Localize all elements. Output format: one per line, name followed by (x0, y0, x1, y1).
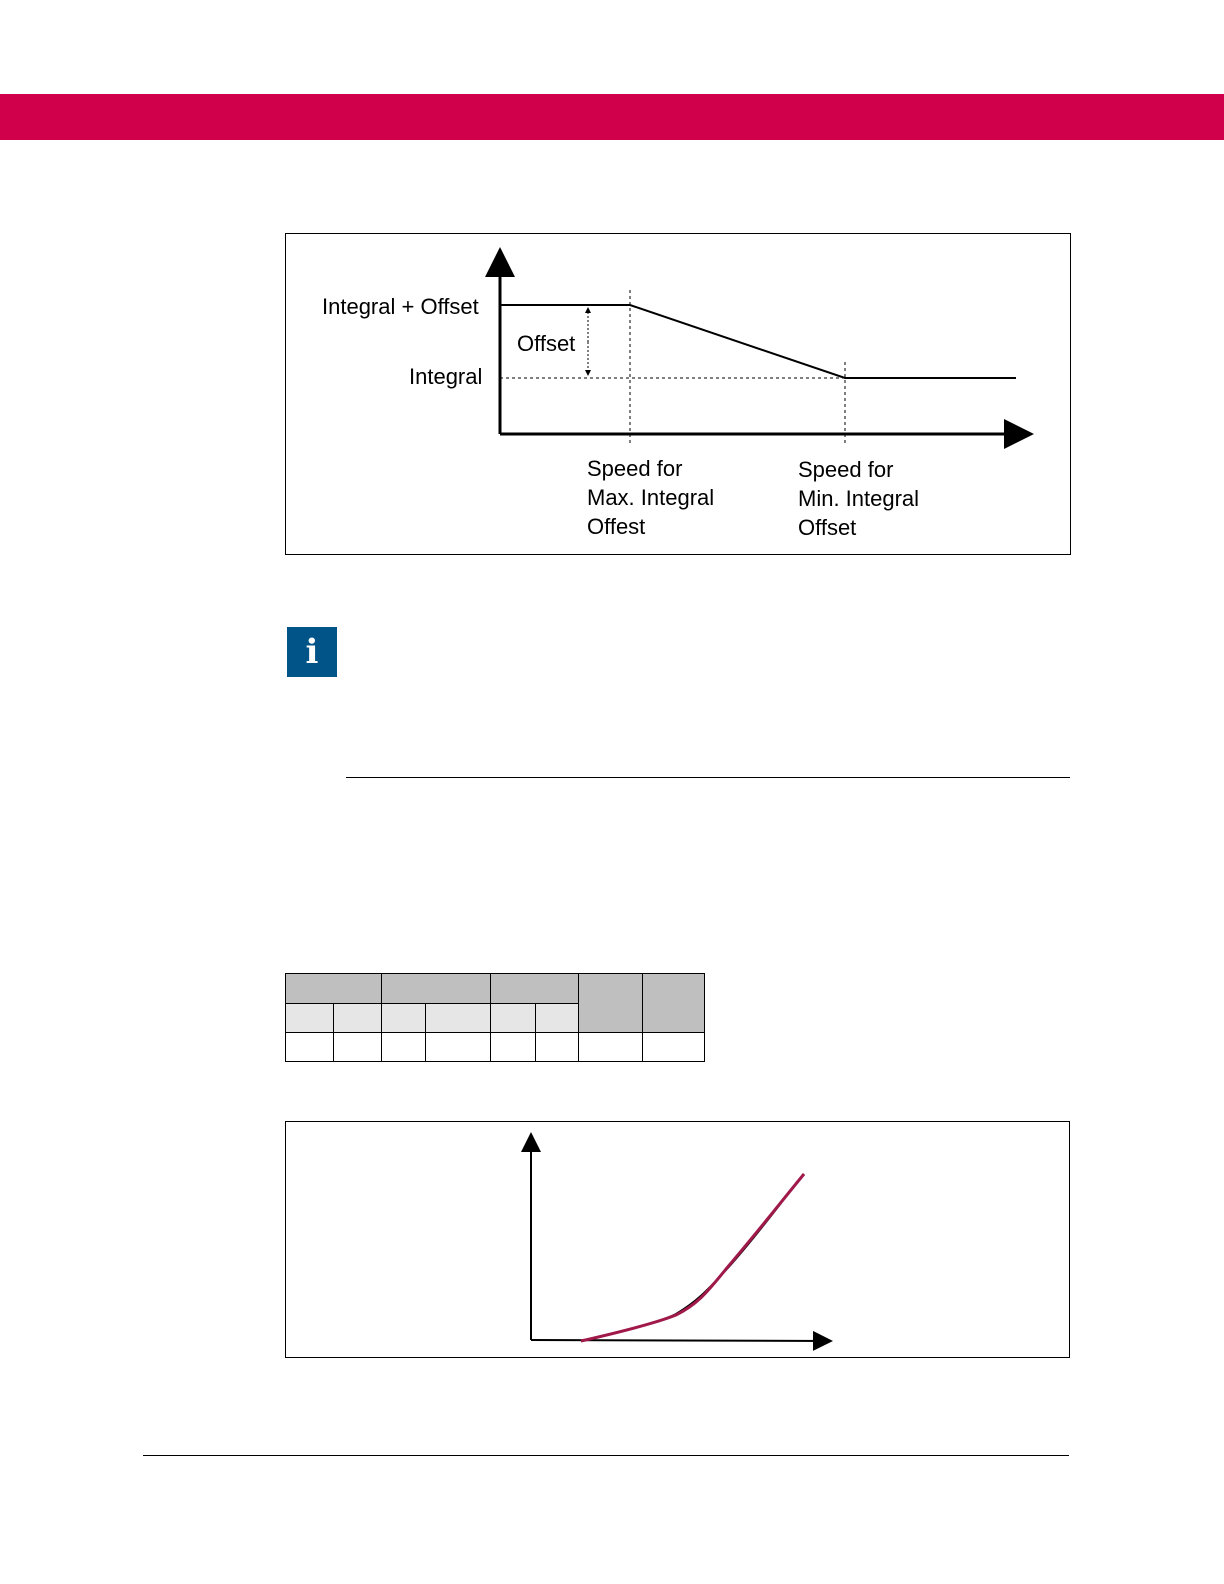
curve-diagram-svg (286, 1122, 1071, 1359)
label-speed-max-integral-offset: Speed for Max. Integral Offest (587, 456, 715, 539)
offset-curve (500, 305, 1016, 378)
table-subheader-cell (491, 1004, 536, 1033)
section-divider (346, 777, 1070, 778)
table-subheader-cell (426, 1004, 491, 1033)
table-cell (286, 1033, 334, 1062)
table-subheader-cell (536, 1004, 579, 1033)
table-header-cell (382, 974, 491, 1004)
table-header-cell (643, 974, 705, 1033)
table-cell (426, 1033, 491, 1062)
table-cell (579, 1033, 643, 1062)
label-speed-min-integral-offset: Speed for Min. Integral Offset (798, 457, 920, 540)
brand-header-bar (0, 94, 1224, 140)
label-offset: Offset (517, 331, 576, 356)
table-subheader-cell (286, 1004, 334, 1033)
table-subheader-cell (382, 1004, 426, 1033)
label-integral-offset: Integral + Offset (322, 294, 479, 319)
x-axis (531, 1340, 831, 1341)
table-row (286, 1033, 705, 1062)
table-cell (491, 1033, 536, 1062)
table-header-cell (579, 974, 643, 1033)
table-cell (334, 1033, 382, 1062)
table-row (286, 974, 705, 1004)
curve-diagram (285, 1121, 1070, 1358)
table-cell (643, 1033, 705, 1062)
table-cell (536, 1033, 579, 1062)
table-cell (382, 1033, 426, 1062)
table-header-cell (286, 974, 382, 1004)
measured-curve (581, 1174, 804, 1341)
reference-curve (581, 1174, 804, 1341)
table-subheader-cell (334, 1004, 382, 1033)
register-table (285, 973, 705, 1062)
label-integral: Integral (409, 364, 483, 389)
info-icon: i (287, 627, 337, 677)
integral-offset-diagram (285, 233, 1071, 555)
footer-divider (143, 1455, 1069, 1456)
table-header-cell (491, 974, 579, 1004)
